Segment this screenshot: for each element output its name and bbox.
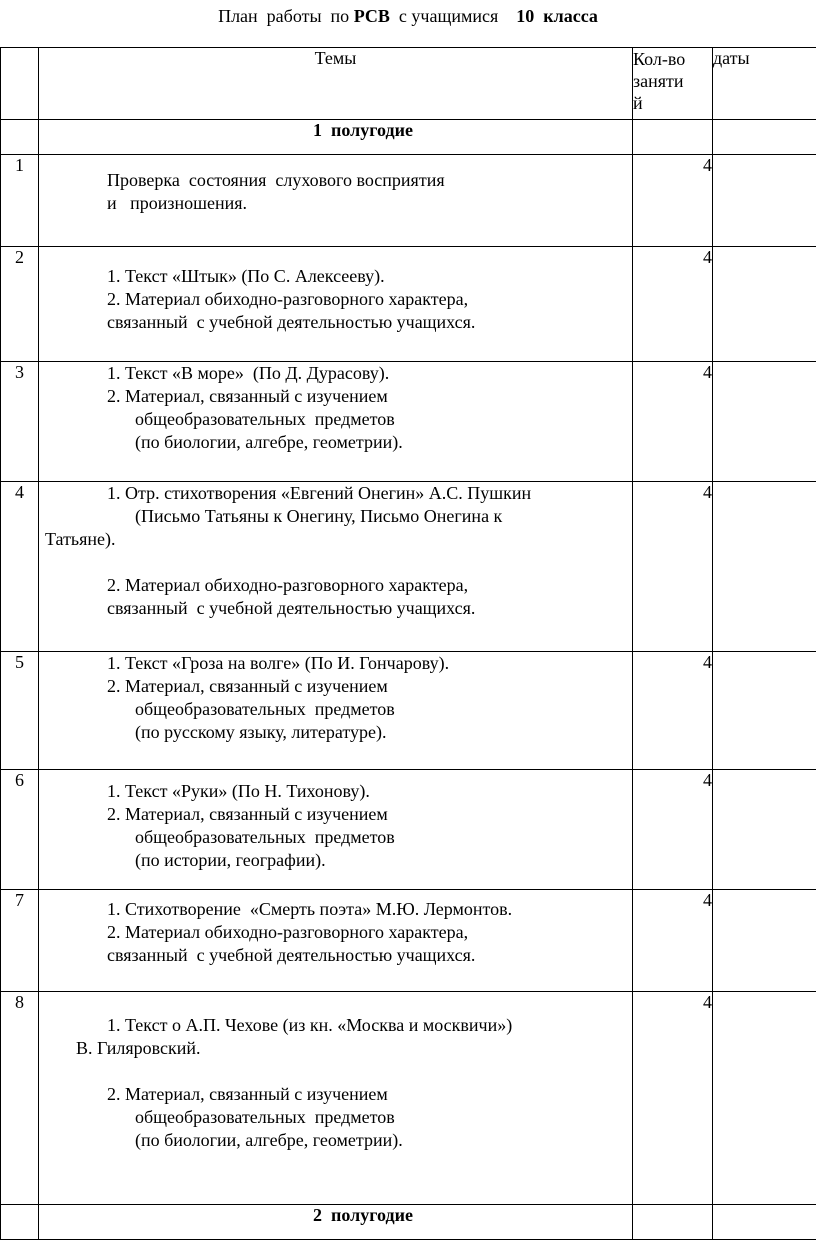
- plan-row: [1, 247, 816, 362]
- row-number-cell: [1, 652, 39, 770]
- topic-line: связанный с учебной деятельностью учащихся.: [107, 598, 476, 618]
- hours-header-line-2: заняти: [633, 71, 684, 91]
- title-bold-rsv: РСВ: [353, 6, 390, 26]
- hours-cell: [633, 770, 713, 890]
- row-number: 6: [15, 770, 24, 790]
- plan-table: [0, 47, 816, 1240]
- blank-line: [39, 1060, 632, 1083]
- date-cell: [713, 482, 816, 652]
- topic-line: 1. Текст «Руки» (По Н. Тихонову).: [107, 781, 370, 801]
- hours-value: 4: [703, 992, 712, 1012]
- hours-cell: [633, 247, 713, 362]
- hours-cell: [633, 155, 713, 247]
- date-cell: [713, 890, 816, 992]
- topics-header-label: Темы: [314, 48, 357, 68]
- date-cell: [713, 362, 816, 482]
- semester1-hours-cell: [633, 120, 713, 155]
- table-body: [1, 155, 816, 1205]
- row-number: 1: [15, 155, 24, 175]
- hours-cell: [633, 890, 713, 992]
- topic-line: (по биологии, алгебре, геометрии).: [135, 432, 403, 452]
- topic-cell: [39, 652, 633, 770]
- hours-cell: [633, 652, 713, 770]
- header-number-cell: [1, 48, 39, 120]
- topic-line: 2. Материал, связанный с изучением: [107, 1084, 388, 1104]
- blank-line: [39, 551, 632, 574]
- topic-cell: [39, 247, 633, 362]
- hours-value: 4: [703, 890, 712, 910]
- date-cell: [713, 652, 816, 770]
- row-number: 7: [15, 890, 24, 910]
- topic-cell: [39, 362, 633, 482]
- row-number-cell: [1, 155, 39, 247]
- semester2-hours-cell: [633, 1205, 713, 1240]
- topic-cell: [39, 482, 633, 652]
- topic-line: общеобразовательных предметов: [135, 827, 395, 847]
- row-number: 4: [15, 482, 24, 502]
- plan-row: [1, 482, 816, 652]
- topic-line: Татьяне).: [45, 529, 116, 549]
- hours-cell: [633, 482, 713, 652]
- topic-line: 2. Материал обиходно-разговорного характера,: [107, 289, 469, 309]
- date-cell: [713, 770, 816, 890]
- hours-cell: [633, 992, 713, 1205]
- hours-value: 4: [703, 247, 712, 267]
- hours-value: 4: [703, 155, 712, 175]
- header-hours-cell: [633, 48, 713, 120]
- plan-row: [1, 770, 816, 890]
- hours-cell: [633, 362, 713, 482]
- semester2-number-cell: [1, 1205, 39, 1240]
- title-bold-grade: 10 класса: [516, 6, 598, 26]
- topic-line: общеобразовательных предметов: [135, 699, 395, 719]
- page-title: [0, 0, 816, 47]
- topic-line: В. Гиляровский.: [76, 1038, 201, 1058]
- topic-line: общеобразовательных предметов: [135, 1107, 395, 1127]
- header-row: [1, 48, 816, 120]
- semester1-date-cell: [713, 120, 816, 155]
- plan-row: [1, 155, 816, 247]
- topic-line: 2. Материал обиходно-разговорного характера,: [107, 922, 469, 942]
- hours-header-line-3: й: [633, 93, 643, 113]
- topic-line: 2. Материал, связанный с изучением: [107, 676, 388, 696]
- row-number: 3: [15, 362, 24, 382]
- title-text-2: с учащимися: [389, 6, 517, 26]
- hours-value: 4: [703, 652, 712, 672]
- plan-row: [1, 890, 816, 992]
- semester2-date-cell: [713, 1205, 816, 1240]
- row-number-cell: [1, 482, 39, 652]
- row-number-cell: [1, 992, 39, 1205]
- topic-line: 2. Материал обиходно-разговорного характера,: [107, 575, 469, 595]
- hours-header-line-1: Кол-во: [633, 49, 686, 69]
- plan-row: [1, 992, 816, 1205]
- topic-line: общеобразовательных предметов: [135, 409, 395, 429]
- dates-header-label: даты: [713, 48, 750, 68]
- header-dates-cell: [713, 48, 816, 120]
- topic-line: связанный с учебной деятельностью учащихся.: [107, 312, 476, 332]
- topic-line: 2. Материал, связанный с изучением: [107, 386, 388, 406]
- header-topics-cell: [39, 48, 633, 120]
- row-number: 2: [15, 247, 24, 267]
- topic-line: (по биологии, алгебре, геометрии).: [135, 1130, 403, 1150]
- topic-line: 1. Стихотворение «Смерть поэта» М.Ю. Лермонтов.: [107, 899, 513, 919]
- date-cell: [713, 992, 816, 1205]
- topic-cell: [39, 992, 633, 1205]
- topic-line: (по истории, географии).: [135, 850, 326, 870]
- topic-line: 1. Текст «Штык» (По С. Алексееву).: [107, 266, 385, 286]
- row-number-cell: [1, 247, 39, 362]
- topic-cell: [39, 155, 633, 247]
- date-cell: [713, 155, 816, 247]
- topic-line: и произношения.: [107, 193, 248, 213]
- row-number-cell: [1, 890, 39, 992]
- topic-line: Проверка состояния слухового восприятия: [107, 170, 445, 190]
- topic-cell: [39, 770, 633, 890]
- hours-value: 4: [703, 482, 712, 502]
- row-number-cell: [1, 362, 39, 482]
- table-footer-section: [1, 1205, 816, 1240]
- topic-cell: [39, 890, 633, 992]
- semester1-label: 1 полугодие: [39, 120, 633, 155]
- table-header-section: [1, 48, 816, 155]
- topic-line: 1. Текст «Гроза на волге» (По И. Гончарову).: [107, 653, 450, 673]
- topic-line: связанный с учебной деятельностью учащихся.: [107, 945, 476, 965]
- semester1-number-cell: [1, 120, 39, 155]
- row-number-cell: [1, 770, 39, 890]
- semester2-label: 2 полугодие: [39, 1205, 633, 1240]
- topic-line: 1. Текст «В море» (По Д. Дурасову).: [107, 363, 390, 383]
- topic-line: 1. Отр. стихотворения «Евгений Онегин» А.С. Пушкин: [107, 483, 532, 503]
- topic-line: 2. Материал, связанный с изучением: [107, 804, 388, 824]
- topic-line: (по русскому языку, литературе).: [135, 722, 387, 742]
- topic-line: 1. Текст о А.П. Чехове (из кн. «Москва и москвичи»): [107, 1015, 513, 1035]
- row-number: 5: [15, 652, 24, 672]
- plan-row: [1, 652, 816, 770]
- plan-row: [1, 362, 816, 482]
- topic-line: (Письмо Татьяны к Онегину, Письмо Онегина к: [135, 506, 503, 526]
- date-cell: [713, 247, 816, 362]
- semester2-row: [1, 1205, 816, 1240]
- semester1-row: [1, 120, 816, 155]
- title-text-1: План работы по: [218, 6, 354, 26]
- hours-value: 4: [703, 362, 712, 382]
- hours-value: 4: [703, 770, 712, 790]
- row-number: 8: [15, 992, 24, 1012]
